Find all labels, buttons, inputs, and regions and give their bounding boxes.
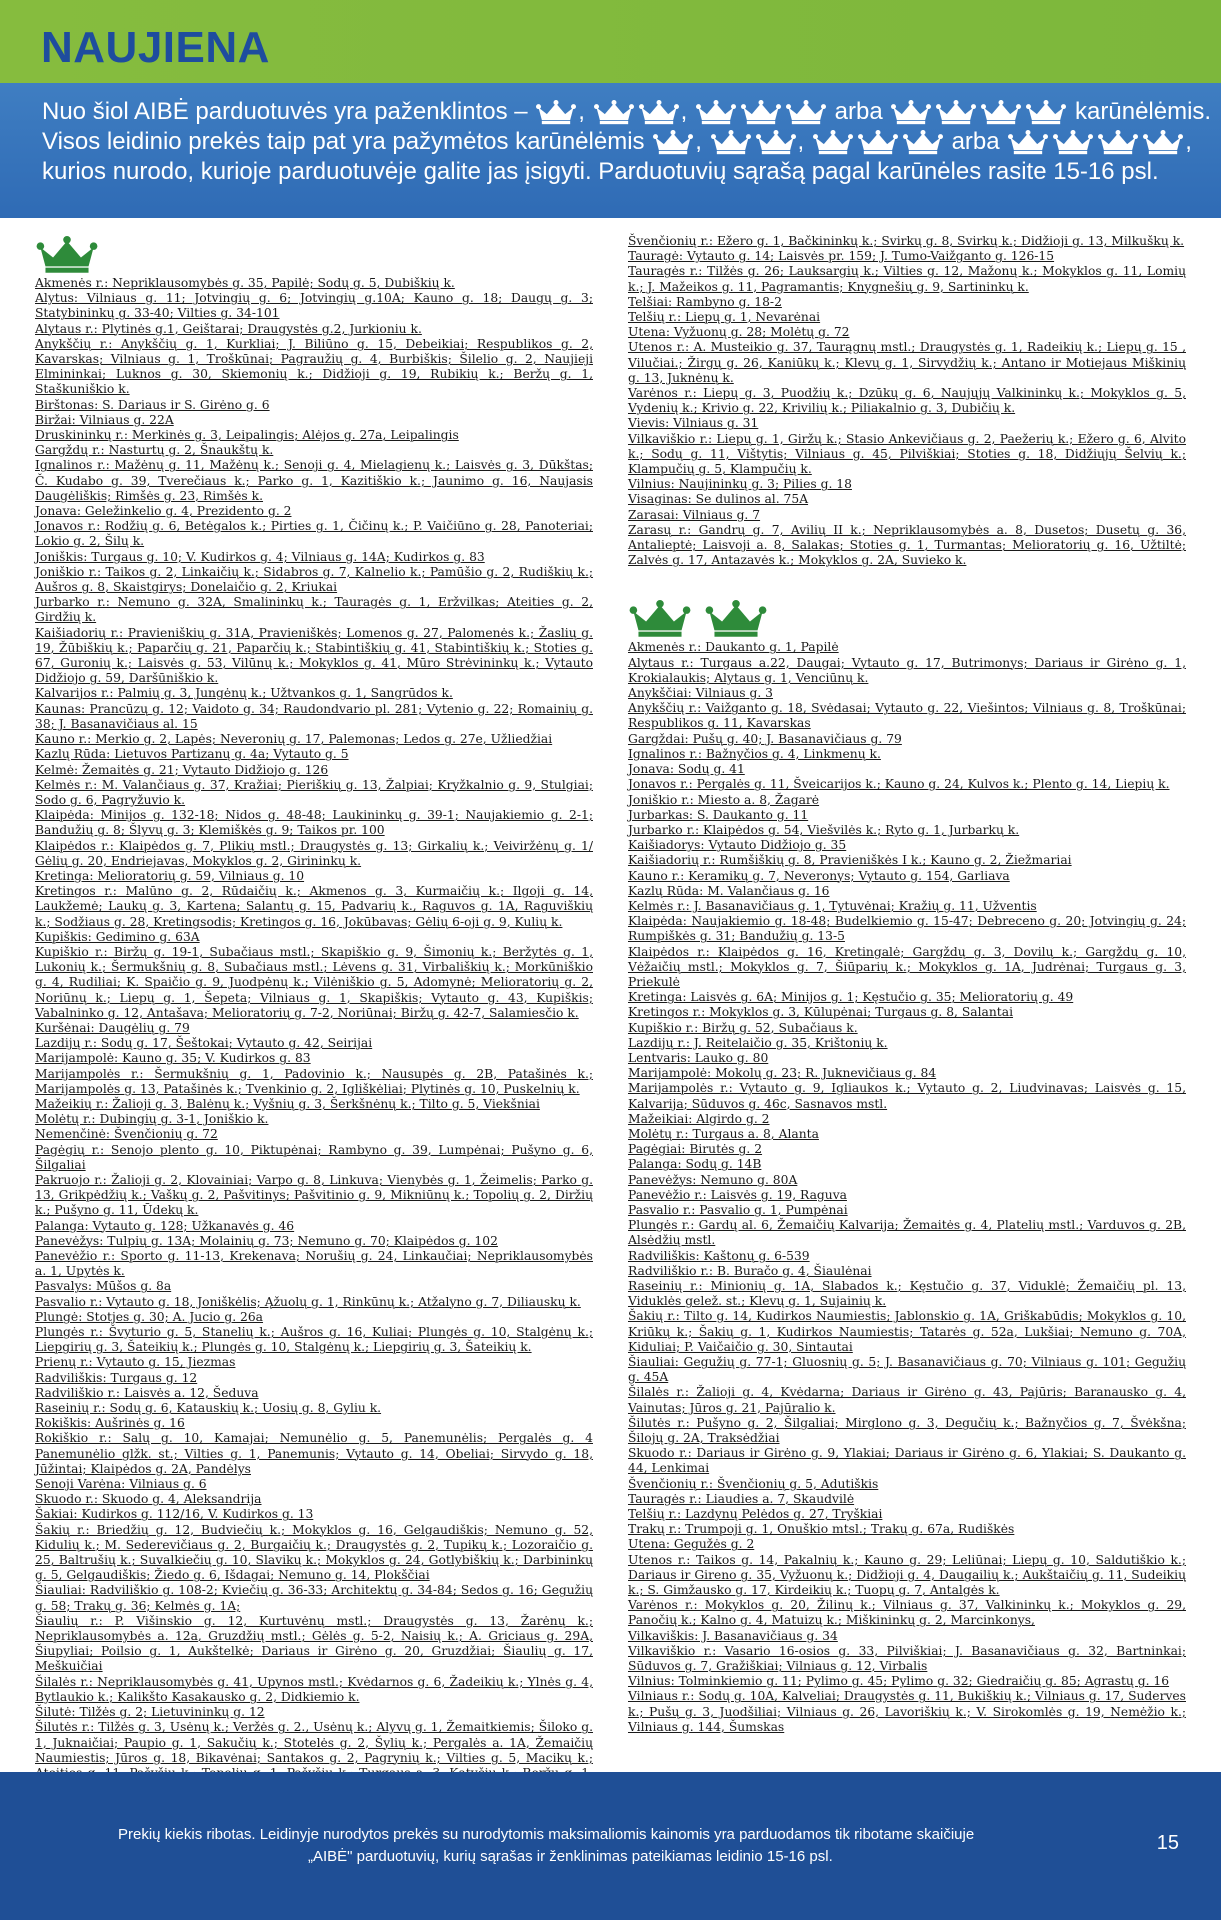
store-entry: Marijampolė: Kauno g. 35; V. Kudirkos g. 83 [35,1051,311,1066]
store-entry: Varėnos r.: Mokyklos g. 20, Žilinų k.; Vilniaus g. 37, Valkininkų k.; Mokyklos g. 29, Panočių k.; Kalno g. 4, Matuizų k.; Miškininkų g. 2, Marcinkonys, [628,1598,1186,1628]
store-entry: Zarasų r.: Gandrų g. 7, Avilių II k.; Nepriklausomybės a. 8, Dusetos; Dusetų g. 36, Antalieptė; Laisvoji a. 8, Salakas; Stoties g. 1, Turmantas; Melioratorių g. 16, Užtiltė; Zalvės g. 17, Antazavės k.; Mokyklos g. 2A, Suvieko k. [628,522,1186,568]
crown-icon [1098,130,1138,155]
info-line-2: Visos leidinio prekės taip pat yra pažymėtos karūnėlėmis , , arba , [42,128,1192,155]
store-entry: Ignalinos r.: Mažėnų g. 11, Mažėnų k.; Senoji g. 4, Mielagienų k.; Laisvės g. 3, Dūkštas; Č. Kudabo g. 39, Tverečiaus k.; Parko g. 1, Kazitiškio k.; Jaunimo g. 16, Naujasis Daugėliškis; Rimšės g. 23, Rimšės k. [35,458,593,503]
store-entry: Kelmės r.: M. Valančiaus g. 37, Kražiai; Pieriškių g. 13, Žalpiai; Kryžkalnio g. 9, Stulgiai; Sodo g. 6, Pagryžuvio k. [35,777,593,807]
store-entry: Marijampolės r.: Šermukšnių g. 1, Padovinio k.; Nausupės g. 2B, Patašinės k.; Marijampolės g. 13, Patašinės k.; Tvenkinio g. 2, Igliškėliai; Plytinės g. 10, Puskelnių k. [35,1066,593,1096]
crown-set-4 [891,100,1066,125]
store-entry: Joniškio r.: Miesto a. 8, Žagarė [628,792,820,807]
store-entry: Šiauliai: Gegužių g. 77-1; Gluosnių g. 5; J. Basanavičiaus g. 70; Vilniaus g. 101; Gegužių g. 45A [628,1355,1186,1385]
store-entry: Akmenės r.: Daukanto g. 1, Papilė [628,640,839,655]
store-entry: Joniškio r.: Taikos g. 2, Linkaičių k.; Sidabros g. 7, Kalnelio k.; Pamūšio g. 2, Rudiškių k.; Aušros g. 8, Skaistgirys; Donelaičio g. 2, Kriukai [35,564,593,595]
store-entry: Radviliškio r.: B. Buračo g. 4, Šiaulėnai [628,1263,872,1278]
store-entry: Druskininkų r.: Merkinės g. 3, Leipalingis; Alėjos g. 27a, Leipalingis [35,428,459,443]
store-entry: Pagėgių r.: Senojo plento g. 10, Piktupėnai; Rambyno g. 39, Lumpėnai; Pušyno g. 6, Šilgaliai [35,1142,593,1172]
crown-set-6 [711,130,796,155]
store-entry: Rokiškio r.: Salų g. 10, Kamajai; Nemunėlio g. 5, Panemunėlis; Pergalės g. 4 Panemunėlio glžk. st.; Vilties g. 1, Panemunis; Vytauto g. 14, Obeliai; Sirvydo g. 18, Jūžintai; Klaipėdos g. 2A, Pandėlys [35,1431,593,1476]
store-entry: Jonavos r.: Pergalės g. 11, Šveicarijos k.; Kauno g. 24, Kulvos k.; Plento g. 14, Liepių k. [628,777,1170,792]
store-entry: Šilutės r.: Tilžės g. 3, Usėnų k.; Veržės g. 2., Usėnų k.; Alyvų g. 1, Žemaitkiemis; Šiloko g. 1, Juknaičiai; Paupio g. 1, Sakučių k.; Stotelės g. 2, Šylių k.; Pergalės a. 1A, Žemaičių Naumiestis; Jūros g. 18, Bikavėnai; Santakos g. 2, Pagrynių k.; Vilties g. 5, Macikų k.; [35,1720,593,1765]
store-entry: Tauragė: Vytauto g. 14; Laisvės pr. 159; J. Tumo-Vaižganto g. 126-15 [628,249,1055,264]
crown-set-5 [653,130,693,155]
store-entry: Kauno r.: Merkio g. 2, Lapės; Neveronių g. 17, Palemonas; Ledos g. 27e, Užliedžiai [35,732,553,747]
store-entry: Raseinių r.: Minionių g. 1A, Slabados k.; Kęstučio g. 37, Viduklė; Žemaičių pl. 13, Viduklės gelež. st.; Klevų g. 1, Sujainių k. [628,1279,1186,1309]
store-entry: Prienų r.: Vytauto g. 15, Jiezmas [35,1355,236,1370]
crown-icon [741,100,781,125]
store-entry: Pagėgiai: Birutės g. 2 [628,1142,763,1157]
store-entry: Skuodo r.: Skuodo g. 4, Aleksandrija [35,1492,262,1507]
page-title: NAUJIENA [41,23,270,72]
store-entry: Plungės r.: Švyturio g. 5, Stanelių k.; Aušros g. 16, Kuliai; Plungės g. 10, Stalgėnų k.; Liepgirių g. 3, Šateikių k.; Plungės g. 10, Stalgėnų k.; Liepgirių g. 3, Šateikių k. [35,1325,593,1355]
store-entry: Kretinga: Laisvės g. 6A; Minijos g. 1; Kęstučio g. 35; Melioratorių g. 49 [628,990,1074,1005]
store-entry: Rokiškis: Aušrinės g. 16 [35,1416,185,1431]
store-entry: Šilalės r.: Žalioji g. 4, Kvėdarna; Dariaus ir Girėno g. 43, Pajūris; Baranausko g. 4, Vainutas; Jūros g. 21, Pajūralio k. [628,1385,1186,1415]
footer-note-line-1: Prekių kiekis ribotas. Leidinyje nurodytos prekės su nurodytomis maksimaliomis kainomis yra parduodamos tik ribotame skaičiuje [118,1826,975,1843]
store-entry: Klaipėda: Minijos g. 132-18; Nidos g. 48-48; Laukininkų g. 39-1; Naujakiemio g. 2-1; Bandužių g. 8; Šlyvų g. 3; Klemiškės g. 9; Taikos pr. 100 [35,808,593,838]
store-entry: Švenčionių r.: Švenčionių g. 5, Adutiškis [628,1476,879,1491]
store-entry: Kelmė: Žemaitės g. 21; Vytauto Didžiojo g. 126 [35,762,329,777]
store-entry: Zarasai: Vilniaus g. 7 [628,507,761,522]
crown-set-7 [813,130,943,155]
crown-icon [786,100,826,125]
store-entry: Ignalinos r.: Bažnyčios g. 4, Linkmenų k. [628,746,881,761]
store-entry: Kazlų Rūda: Lietuvos Partizanų g. 4a; Vytauto g. 5 [35,747,349,762]
one-crown-column [35,234,593,1796]
crown-icon [903,130,943,155]
store-entry: Pasvalys: Mūšos g. 8a [35,1279,172,1294]
crown-set-8 [1008,130,1183,155]
crown-icon [536,100,576,125]
store-entry: Vilkaviškio r.: Vasario 16-osios g. 33, Pilviškiai; J. Basanavičiaus g. 32, Bartninkai; Sūduvos g. 7, Gražiškiai; Vilniaus g. 12, Virbalis [628,1643,1186,1674]
store-entry: Akmenės r.: Nepriklausomybės g. 35, Papilė; Sodų g. 5, Dubiškių k. [35,276,455,290]
store-entry: Kretinga: Melioratorių g. 59, Vilniaus g. 10 [35,868,305,883]
crown-icon [813,130,853,155]
store-entry: Tauragės r.: Liaudies a. 7, Skaudvilė [628,1491,855,1506]
one-crown-store-list-continued [628,234,1186,568]
header-info-band [0,83,1221,218]
store-entry: Visaginas: Se dulinos al. 75A [628,492,809,507]
crown-icon [594,100,634,125]
info-line-1: Nuo šiol AIBĖ parduotuvės yra paženklintos – , , arba karūnėlėmis. [42,98,1212,125]
store-entry: Nemenčinė: Švenčionių g. 72 [35,1127,218,1142]
store-entry: Kretingos r.: Mokyklos g. 3, Kūlupėnai; Turgaus g. 8, Salantai [628,1005,1014,1020]
store-entry: Senoji Varėna: Vilniaus g. 6 [35,1477,207,1492]
store-entry: Kelmės r.: J. Basanavičiaus g. 1, Tytuvėnai; Kražių g. 11, Užventis [628,898,1037,913]
store-entry: Palanga: Vytauto g. 128; Užkanavės g. 46 [35,1218,295,1233]
crown-icon [704,600,768,638]
store-entry: Utenos r.: A. Musteikio g. 37, Taurągnų mstl.; Draugystės g. 1, Radeikių k.; Liepų g. 15 , Vilučiai.; Žirgų g. 26, Kaniūkų k.; Klevų g. 1, Sirvydžių k.; Antano ir Motiejaus Miškinių g. 13, Juknėnų k. [628,340,1186,385]
footer-band [0,1772,1221,1920]
store-entry: Jurbarkas: S. Daukanto g. 11 [628,807,809,822]
store-entry: Jonava: Sodų g. 41 [628,762,745,777]
store-entry: Kaunas: Prancūzų g. 12; Vaidoto g. 34; Raudondvario pl. 281; Vytenio g. 22; Romainių g. 38; J. Basanavičiaus al. 15 [35,701,593,731]
store-entry: Mažeikių r.: Žalioji g. 3, Balėnų k.; Vyšnių g. 3, Šerkšnėnų k.; Tilto g. 5, Viekšniai [35,1096,540,1111]
store-entry: Panevėžys: Tulpių g. 13A; Molainių g. 73; Nemuno g. 70; Klaipėdos g. 102 [35,1233,498,1248]
store-entry: Kauno r.: Keramikų g. 7, Neveronys; Vytauto g. 154, Garliava [628,868,1010,883]
crown-set-2 [594,100,679,125]
store-entry: Plungė: Stotjes g. 30; A. Jucio g. 26a [35,1309,264,1324]
store-entry: Panevėžys: Nemuno g. 80A [628,1172,798,1187]
store-entry: Anykščių r.: Vaižganto g. 18, Svėdasai; Vytauto g. 22, Viešintos; Vilniaus g. 8, Troškūnai; Respublikos g. 11, Kavarskas [628,701,1186,731]
footer-note-line-2: „AIBĖ" parduotuvių, kurių sąrašas ir ženklinimas pateikiamas leidinio 15-16 psl. [308,1848,833,1865]
store-entry: Jurbarko r.: Nemuno g. 32A, Smalininkų k.; Tauragės g. 1, Eržvilkas; Ateities g. 2, Girdžių k. [35,595,593,625]
store-entry: Panevėžio r.: Laisvės g. 19, Raguva [628,1187,847,1202]
two-crown-store-list [628,640,1186,1735]
store-entry: Utenos r.: Taikos g. 14, Pakalnių k.; Kauno g. 29; Leliūnai; Liepų g. 10, Saldutiškio k.; Dariaus ir Gireno g. 35, Vyžuonų k.; Didžioji g. 4, Daugailių k.; Aukštaičių g. 11, Sudeikių k.; S. Gimžausko g. 17, Kirdeikių k.; Tuopų g. 7, Antalgės k. [628,1552,1186,1598]
store-entry: Alytus: Vilniaus g. 11; Jotvingių g. 6; Jotvingių g.10A; Kauno g. 18; Daugų g. 3; Statybininkų g. 33-40; Vilties g. 34-101 [35,291,593,321]
store-entry: Šilutė: Tilžės g. 2; Lietuvininkų g. 12 [35,1705,265,1720]
store-entry: Jonava: Geležinkelio g. 4, Prezidento g. 2 [35,504,292,519]
store-entry: Kupiškio r.: Biržų g. 19-1, Subačiaus mstl.; Skapiškio g. 9, Šimonių k.; Beržytės g. 1, Lukonių k.; Šermukšnių g. 8, Subačiaus mstl.; Lėvens g. 31, Virbališkių k.; Morkūniškio g. 4, Rudiliai; K. Spaičio g. 9, Juodpėnų k.; Vilėniškio g. 5, Adomynė; Melioratorių g. 2, Noriūnų k.; Liepų g. 1, Šepeta; Vilniaus g. 1, Skapiškis; Vytauto g. 43, Kupiškis; Vabalninko g. 12, Antašava; Melioratorių g. 7-2, Noriūnai; Biržų g. 42-7, Salamiesčio k. [35,944,593,1020]
crown-icon [981,100,1021,125]
crown-icon [653,130,693,155]
crown-set-3 [696,100,826,125]
store-entry: Vilkaviškis: J. Basanavičiaus g. 34 [628,1628,838,1643]
store-entry: Kazlų Rūda: M. Valančiaus g. 16 [628,883,830,898]
store-entry: Vilnius: Tolminkiemio g. 11; Pylimo g. 45; Pylimo g. 32; Giedraičių g. 85; Agrastų g. 16 [628,1674,1170,1689]
crown-icon [696,100,736,125]
store-entry: Telšių r.: Liepų g. 1, Nevarėnai [628,310,821,325]
info-line-3: kurios nurodo, kurioje parduotuvėje galite jas įsigyti. Parduotuvių sąrašą pagal karūnėles rasite 15-16 psl. [42,158,1159,185]
store-entry: Molėtų r.: Turgaus a. 8, Alanta [628,1126,819,1141]
one-crown-store-list [35,276,593,1796]
crown-icon [891,100,931,125]
store-entry: Gargždai: Pušų g. 40; J. Basanavičiaus g. 79 [628,731,902,746]
store-entry: Utena: Vyžuonų g. 28; Molėtų g. 72 [628,325,850,340]
store-entry: Kretingos r.: Malūno g. 2, Rūdaičių k.; Akmenos g. 3, Kurmaičių k.; Ilgoji g. 14, Laukžemė; Laukų g. 3, Kartena; Salantų g. 15, Padvarių k., Raguvos g. 1A, Raguviškių k.; Sodžiaus g. 28, Kretingsodis; Kretingos g. 16, Jokūbavas; Gėlių 6-oji g. 9, Kulių k. [35,884,593,929]
store-entry: Plungės r.: Gardų al. 6, Žemaičių Kalvarija; Žemaitės g. 4, Platelių mstl.; Varduvos g. 2B, Alsėdžių mstl. [628,1218,1186,1248]
store-entry: Jurbarko r.: Klaipėdos g. 54, Viešvilės k.; Ryto g. 1, Jurbarkų k. [628,822,1020,837]
store-entry: Klaipėdos r.: Klaipėdos g. 7, Plikių mstl.; Draugystės g. 13; Girkalių k.; Veiviržėnų g. 1/ Gėlių g. 20, Endriejavas, Mokyklos g. 2, Girininkų k. [35,838,593,868]
store-entry: Mažeikiai: Algirdo g. 2 [628,1111,770,1126]
header-green-band [0,0,1221,83]
page-number: 15 [1156,1832,1179,1854]
crown-icon [756,130,796,155]
store-entry: Varėnos r.: Liepų g. 3, Puodžių k.; Dzūkų g. 6, Naujųjų Valkininkų k.; Mokyklos g. 5, Vydenių k.; Krivio g. 22, Krivilių k.; Piliakalnio g. 3, Dubičių k. [628,386,1186,416]
crown-icon [1026,100,1066,125]
store-entry: Šiaulių r.: P. Višinskio g. 12, Kurtuvėnų mstl.; Draugystės g. 13, Žarėnų k.; Nepriklausomybės a. 12a, Gruzdžių mstl.; Gėlės g. 5-2, Naisių k.; A. Griciaus g. 29A, Šiupyliai; Poilsio g. 1, Aukštelkė; Dariaus ir Girėno g. 20, Gruzdžiai; Šiaulių g. 17, Meškuičiai [35,1613,593,1674]
store-entry: Telšių r.: Lazdynų Pelėdos g. 27, Tryškiai [628,1507,883,1522]
store-entry: Marijampolė: Mokolų g. 23; R. Juknevičiaus g. 84 [628,1066,937,1081]
store-entry: Kuršėnai: Daugėlių g. 79 [35,1020,190,1035]
store-entry: Raseinių r.: Sodų g. 6, Katauskių k.; Uosių g. 8, Gyliu k. [35,1401,382,1416]
store-entry: Jonavos r.: Rodžių g. 6, Betėgalos k.; Pirties g. 1, Čičinų k.; P. Vaičiūno g. 28, Panoteriai; Lokio g. 2, Šilų k. [35,519,593,549]
store-entry: Pasvalio r.: Vytauto g. 18, Joniškėlis; Ąžuolų g. 1, Rinkūnų k.; Atžalyno g. 7, Diliauskų k. [35,1294,581,1309]
store-entry: Vilniaus r.: Sodų g. 10A, Kalveliai; Draugystės g. 11, Bukiškių k.; Vilniaus g. 17, Suderves k.; Pušų g. 3, Juodšiliai; Vilniaus g. 26, Lavoriškių k.; V. Sirokomlės g. 19, Nemėžio k.; Vilniaus g. 144, Šumskas [628,1689,1186,1734]
store-entry: Anykščių r.: Anykščių g. 1, Kurkliai; J. Biliūno g. 15, Debeikiai; Respublikos g. 2, Kavarskas; Vilniaus g. 1, Troškūnai; Pagraužių g. 4, Burbiškis; Šilelio g. 2, Naujieji Elmininkai; Luknos g. 30, Skiemonių k.; Didžioji g. 19, Rubikių k.; Beržų g. 1, Staškuniškio k. [35,336,593,397]
store-entry: Kalvarijos r.: Palmių g. 3, Jungėnų k.; Užtvankos g. 1, Sangrūdos k. [35,686,453,701]
crown-icon [936,100,976,125]
store-entry: Radviliškis: Turgaus g. 12 [35,1370,198,1385]
store-entry: Birštonas: S. Dariaus ir S. Girėno g. 6 [35,397,270,412]
store-entry: Lazdijų r.: J. Reitelaičio g. 35, Krištonių k. [628,1035,888,1050]
crown-icon [1008,130,1048,155]
info-line-1-text-b: arba [834,98,883,125]
store-entry: Radviliškis: Kaštonų g. 6-539 [628,1248,810,1263]
store-entry: Tauragės r.: Tilžės g. 26; Lauksargių k.; Vilties g. 12, Mažonų k.; Mokyklos g. 11, Lomių k.; J. Mažeikos g. 11, Pagramantis; Knygnešių g. 9, Sartininkų k. [628,264,1186,294]
store-entry: Telšiai: Rambyno g. 18-2 [628,294,782,309]
store-entry: Klaipėda: Naujakiemio g. 18-48; Budelkiemio g. 15-47; Debreceno g. 20; Jotvingių g. 24; Rumpiškės g. 31; Bandužių g. 13-5 [628,914,1186,944]
store-entry: Biržai: Vilniaus g. 22A [35,412,174,427]
crown-icon [711,130,751,155]
store-entry: Kaišiadorių r.: Rumšiškių g. 8, Pravieniškės I k.; Kauno g. 2, Žiežmariai [628,853,1072,868]
store-entry: Trakų r.: Trumpoji g. 1, Onuškio mtsl.; Trakų g. 67a, Rudiškės [628,1522,1015,1537]
store-entry: Anykščiai: Vilniaus g. 3 [628,686,774,701]
store-entry: Klaipėdos r.: Klaipėdos g. 16, Kretingalė; Gargždų g. 3, Dovilų k.; Gargždų g. 10, Vėžaičių mstl.; Mokyklos g. 7, Šiūparių k.; Mokyklos g. 1A, Judrėnai; Turgaus g. 3, Priekulė [628,944,1186,989]
store-entry: Palanga: Sodų g. 14B [628,1157,762,1172]
store-entry: Gargždų r.: Nasturtų g. 2, Šnaukštų k. [35,443,274,458]
info-line-2-text-b: arba [951,128,1000,155]
crown-icon [639,100,679,125]
store-entry: Šakių r.: Briedžių g. 12, Budviečių k.; Mokyklos g. 16, Gelgaudiškis; Nemuno g. 52, Kidulių k.; M. Sederevičiaus g. 2, Burgaičių k.; Draugystės g. 2, Tupikų k.; Lozoraičio g. 25, Baltrušių k.; Suvalkiečių g. 10, Slavikų k.; Mokyklos g. 24, Gotlybiškių k.; Darbininkų g. 5, Gelgaudiškis; Žiedo g. 6, Išdagai; Nemuno g. 14, Plokščiai [35,1522,593,1583]
info-line-1-text-a: Nuo šiol AIBĖ parduotuvės yra paženklintos – [42,98,528,125]
store-entry: Kaišiadorių r.: Pravieniškių g. 31A, Pravieniškės; Lomenos g. 27, Palomenės k.; Žaslių g. 19, Žūbiškių k.; Paparčių g. 21, Paparčių k.; Stabintiškių g. 41, Stabintiškių k.; Stoties g. 67, Guronių k.; Laisvės g. 53, Vilūnų k.; Mokyklos g. 41, Mūro Strėvininkų k.; Vytauto Didžiojo g. 59, Daršūniškio k. [35,625,593,686]
store-entry: Šilutės r.: Pušyno g. 2, Šilgaliai; Mirglono g. 3, Degučių k.; Bažnyčios g. 7, Švėkšna; Šilojų g. 2A, Traksėdžiai [628,1415,1186,1446]
store-entry: Kupiškio r.: Biržų g. 52, Subačiaus k. [628,1020,858,1035]
store-entry: Šilalės r.: Nepriklausomybės g. 41, Upynos mstl.; Kvėdarnos g. 6, Žadeikių k.; Ylnės g. 4, Bytlaukio k.; Kalikšto Kasakausko g. 2, Didkiemio k. [35,1674,593,1704]
store-entry: Lazdijų r.: Sodų g. 17, Šeštokai; Vytauto g. 42, Seirijai [35,1036,373,1051]
store-entry: Lentvaris: Lauko g. 80 [628,1050,769,1065]
crown-icon [1143,130,1183,155]
footer-note [118,1824,1018,1868]
right-column [628,234,1186,1735]
crown-icon [1053,130,1093,155]
store-entry: Pasvalio r.: Pasvalio g. 1, Pumpėnai [628,1202,848,1217]
store-entry: Šakiai: Kudirkos g. 112/16, V. Kudirkos g. 13 [35,1507,314,1522]
store-entry: Panevėžio r.: Sporto g. 11-13, Krekenava; Norušių g. 24, Linkaučiai; Nepriklausomybės a. 1, Upytės k. [35,1249,593,1279]
info-line-2-text-a: Visos leidinio prekės taip pat yra pažymėtos karūnėlėmis [42,128,645,155]
store-entry: Marijampolės r.: Vytauto g. 9, Igliaukos k.; Vytauto g. 2, Liudvinavas; Laisvės g. 15, Kalvarija; Sūduvos g. 46c, Sasnavos mstl. [628,1081,1186,1111]
store-entry: Šakių r.: Tilto g. 14, Kudirkos Naumiestis; Jablonskio g. 1A, Griškabūdis; Mokyklos g. 10, Kriūkų k.; Šakių g. 1, Kudirkos Naumiestis; Tatarės g. 52a, Lukšiai; Nemuno g. 70A, Kiduliai; P. Vaičaičio g. 30, Sintautai [628,1309,1186,1354]
store-entry: Alytaus r.: Plytinės g.1, Geištarai; Draugystės g.2, Jurkioniu k. [35,321,422,336]
store-entry: Vilnius: Naujininkų g. 3; Pilies g. 18 [628,477,852,492]
info-line-1-text-c: karūnėlėmis. [1075,98,1212,125]
crown-icon [35,236,99,274]
two-crown-header [628,598,1186,638]
one-crown-header [35,234,593,274]
crown-icon [858,130,898,155]
store-entry: Vilkaviškio r.: Liepų g. 1, Giržų k.; Stasio Ankevičiaus g. 2, Paežerių k.; Ežero g. 6, Alvito k.; Sodų g. 11, Vištytis; Vilniaus g. 45, Pilviškiai; Stoties g. 18, Didžiųjų Šelvių k.; Klampučių g. 5, Klampučių k. [628,431,1186,477]
store-entry: Radviliškio r.: Laisvės a. 12, Šeduva [35,1385,259,1400]
crown-icon [628,600,692,638]
store-entry: Vievis: Vilniaus g. 31 [628,416,759,431]
store-entry: Utena: Gegužės g. 2 [628,1537,755,1552]
store-entry: Švenčionių r.: Ežero g. 1, Bačkininkų k.; Svirkų g. 8, Svirkų k.; Didžioji g. 13, Milkuškų k. [628,234,1185,248]
store-entry: Alytaus r.: Turgaus a.22, Daugai; Vytauto g. 17, Butrimonys; Dariaus ir Girėno g. 1, Krokialaukis; Alytaus g. 1, Venciūnų k. [628,655,1186,685]
store-entry: Molėtų r.: Dubingių g. 3-1, Joniškio k. [35,1112,269,1127]
store-entry: Skuodo r.: Dariaus ir Girėno g. 9, Ylakiai; Dariaus ir Girėno g. 6, Ylakiai; S. Daukanto g. 44, Lenkimai [628,1446,1186,1476]
store-entry: Joniškis: Turgaus g. 10; V. Kudirkos g. 4; Vilniaus g. 14A; Kudirkos g. 83 [35,549,485,564]
store-entry: Šiauliai: Radviliškio g. 108-2; Kviečių g. 36-33; Architektų g. 34-84; Sedos g. 16; Gegužių g. 58; Trakų g. 36; Kelmės g. 1A; [35,1583,593,1613]
store-entry: Kupiškis: Gedimino g. 63A [35,929,200,944]
crown-set-1 [536,100,576,125]
store-entry: Pakruojo r.: Žalioji g. 2, Klovainiai; Varpo g. 8, Linkuva; Vienybės g. 1, Žeimelis; Parko g. 13, Grikpėdžių k.; Vaškų g. 2, Pašvitinys; Pašvitinio g. 9, Mikniūnų k.; Topolių g. 2, Diržių k.; Pušyno g. 11, Ūdekų k. [35,1172,593,1218]
store-entry: Kaišiadorys: Vytauto Didžiojo g. 35 [628,838,847,853]
